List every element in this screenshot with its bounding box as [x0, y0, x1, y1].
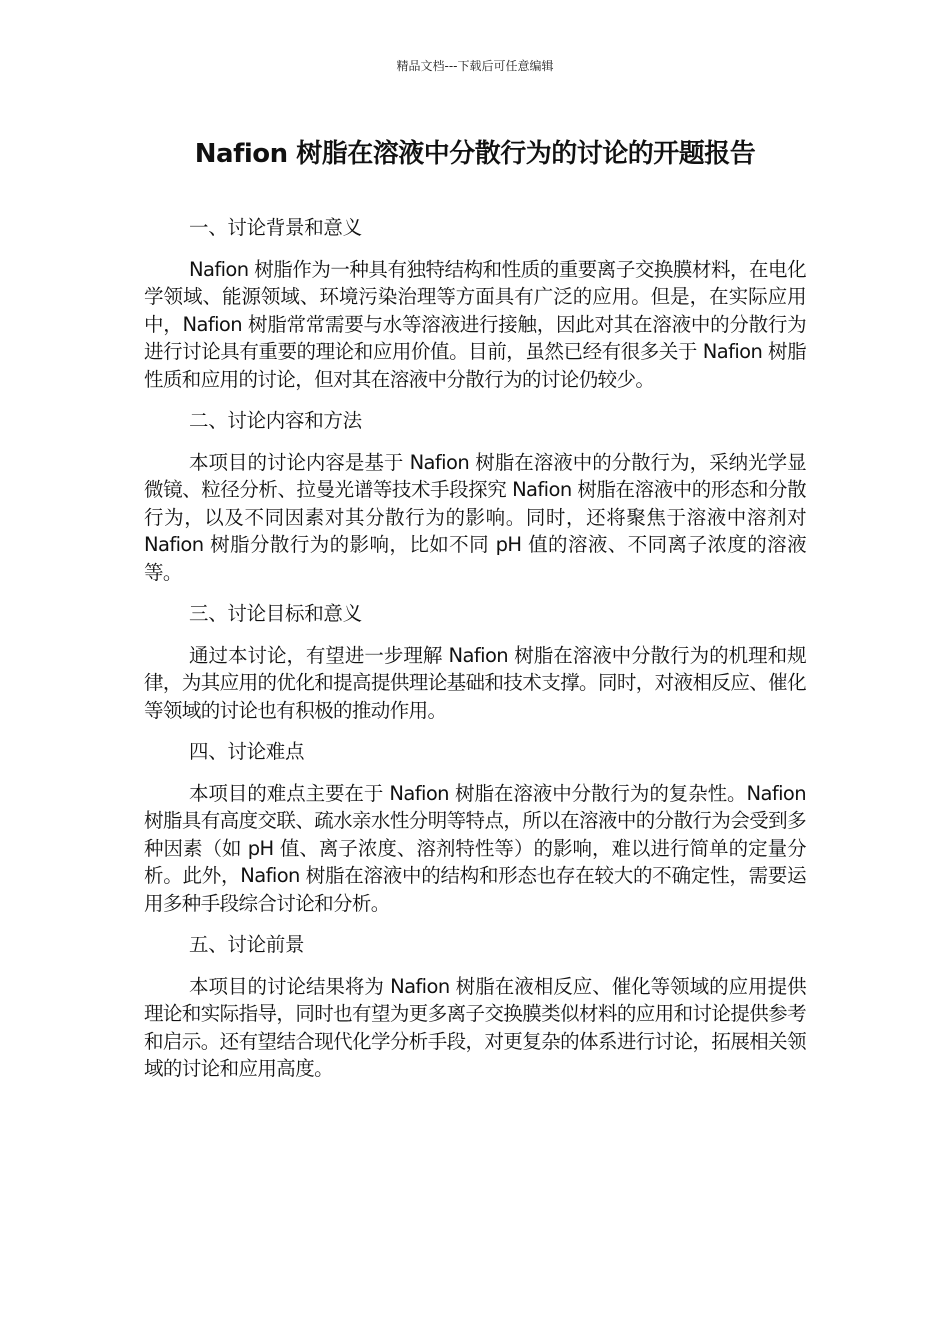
document-title: Nafion 树脂在溶液中分散行为的讨论的开题报告: [194, 139, 756, 169]
section-paragraph-background: Nafion 树脂作为一种具有独特结构和性质的重要离子交换膜材料，在电化学领域、能源领域、环境污染治理等方面具有广泛的应用。但是，在实际应用中，Nafion 树脂常常需要与水等溶液进行接触，因此对其在溶液中的分散行为进行讨论具有重要的理论和应用价值。目前，虽然已经有很多关于 Nafion 树脂性质和应用的讨论，但对其在溶液中分散行为的讨论仍较少。: [144, 257, 806, 391]
section-paragraph-prospects: 本项目的讨论结果将为 Nafion 树脂在液相反应、催化等领域的应用提供理论和实际指导，同时也有望为更多离子交换膜类似材料的应用和讨论提供参考和启示。还有望结合现代化学分析手段，对更复杂的体系进行讨论，拓展相关领域的讨论和应用高度。: [144, 974, 806, 1080]
section-heading-difficulties: 四、讨论难点: [189, 740, 305, 763]
document-body: [144, 214, 806, 1097]
section-heading-content-methods: 二、讨论内容和方法: [189, 409, 362, 432]
section-paragraph-goals: 通过本讨论，有望进一步理解 Nafion 树脂在溶液中分散行为的机理和规律，为其应用的优化和提高提供理论基础和技术支撑。同时，对液相反应、催化等领域的讨论也有积极的推动作用。: [144, 643, 806, 722]
header-note: 精品文档---下载后可任意编辑: [396, 59, 554, 73]
section-heading-background: 一、讨论背景和意义: [189, 216, 362, 239]
section-paragraph-content-methods: 本项目的讨论内容是基于 Nafion 树脂在溶液中的分散行为，采纳光学显微镜、粒径分析、拉曼光谱等技术手段探究 Nafion 树脂在溶液中的形态和分散行为，以及不同因素对其分散行为的影响。同时，还将聚焦于溶液中溶剂对 Nafion 树脂分散行为的影响，比如不同 pH 值的溶液、不同离子浓度的溶液等。: [144, 450, 806, 584]
section-heading-prospects: 五、讨论前景: [189, 933, 305, 956]
section-heading-goals: 三、讨论目标和意义: [189, 602, 362, 625]
section-paragraph-difficulties: 本项目的难点主要在于 Nafion 树脂在溶液中分散行为的复杂性。Nafion 树脂具有高度交联、疏水亲水性分明等特点，所以在溶液中的分散行为会受到多种因素（如 pH 值、离子浓度、溶剂特性等）的影响，难以进行简单的定量分析。此外，Nafion 树脂在溶液中的结构和形态也存在较大的不确定性，需要运用多种手段综合讨论和分析。: [144, 781, 806, 915]
